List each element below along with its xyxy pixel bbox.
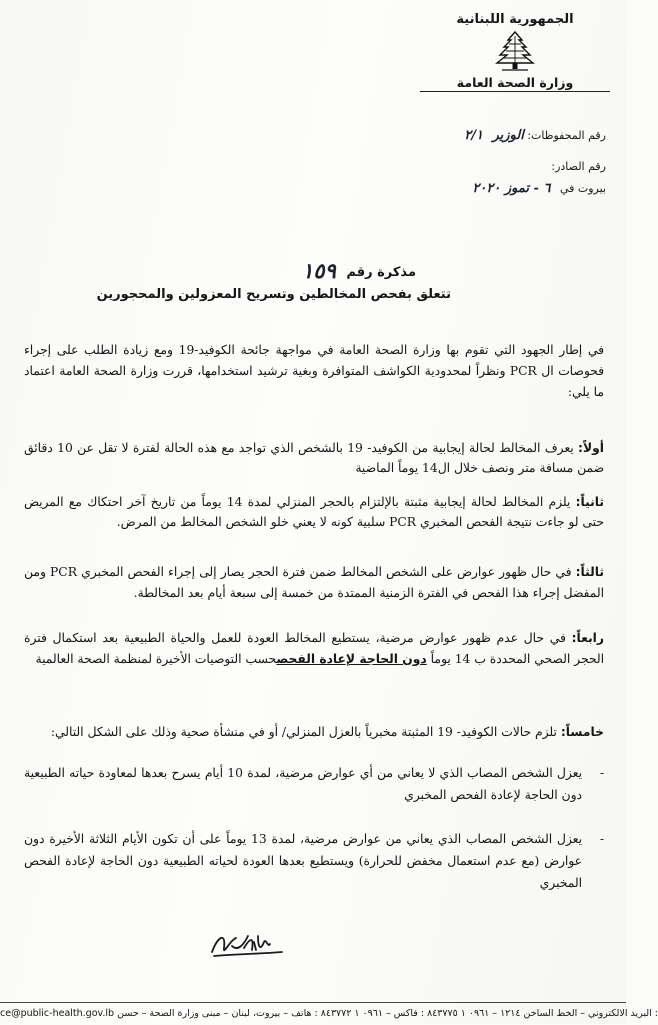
memo-number: ١٥٩: [302, 258, 336, 283]
signature-mark: [208, 926, 286, 966]
item-fifth: [24, 722, 604, 743]
item-text: تلزم حالات الكوفيد- 19 المثبتة مخبرياً بالعزل المنزلي/ أو في منشأة صحية وذلك على الشكل التالي:: [50, 725, 557, 739]
cedar-emblem-icon: [492, 30, 538, 72]
outgoing-number-row: [551, 160, 606, 173]
item-text-after: حسب التوصيات الأخيرة لمنظمة الصحة العالمية: [35, 652, 277, 666]
item-text: في حال عدم ظهور عوارض مرضية، يستطيع المخالط العودة للعمل والحياة الطبيعية بعد استكمال فترة الحجر الصحي المحددة ب 14 يوماً: [24, 631, 604, 666]
footer-contact: [0, 1002, 658, 1025]
archive-number-label: رقم المحفوظات:: [527, 129, 606, 142]
archive-number-row: [464, 128, 606, 143]
item-label: رابعاً:: [571, 631, 604, 645]
item-second: [24, 492, 604, 532]
item-third: [24, 562, 604, 604]
item-text: في حال ظهور عوارض على الشخص المخالط ضمن فترة الحجر يصار إلى إجراء الفحص المخبري PCR ومن المفضل إجراء هذا الفحص في الفترة الزمنية الممتدة من خمسة إلى سبعة أيام بعد المخالطة.: [24, 565, 604, 600]
bullet-item: [24, 762, 604, 806]
ministry-title: وزارة الصحة العامة: [420, 75, 610, 92]
ministry-header: [420, 12, 610, 92]
bullet-text: يعزل الشخص المصاب الذي لا يعاني من أي عوارض مرضية، لمدة 10 أيام يسرح بعدها لمعاودة حياته الطبيعية دون الحاجة لإعادة الفحص المخبري: [24, 766, 583, 802]
item-label: ثانياً:: [575, 495, 604, 509]
item-fourth: [24, 628, 604, 670]
item-label: خامساً:: [560, 725, 604, 739]
bullet-item: [24, 828, 604, 894]
memo-number-row: [302, 258, 416, 283]
item-first: [24, 438, 604, 478]
bullet-text: يعزل الشخص المصاب الذي يعاني من عوارض مرضية، لمدة 13 يوماً على أن تكون الأيام الثلاثة الأخيرة دون عوارض (مع عدم استعمال مخفض للحرارة) ويستطيع بعدها العودة لحياته الطبيعية دون الحاجة لإعادة الفحص المخبري: [24, 832, 582, 890]
item-emphasis: دون الحاجة لإعادة الفحص: [276, 652, 427, 666]
memo-title-label: مذكرة رقم: [346, 265, 416, 280]
outgoing-number-label: رقم الصادر:: [551, 160, 606, 173]
item-label: ثالثاً:: [575, 565, 604, 579]
archive-number-value: الوزير: [492, 128, 524, 143]
date-row: [472, 181, 606, 196]
republic-title: الجمهورية اللبنانية: [456, 12, 574, 27]
date-label: بيروت في: [559, 182, 606, 195]
footer-contact-text: : البريد الالكتروني – الخط الساخن ١٢١٤ – ٠٩٦١ ١ ٨٤٣٧٧٥ : فاكس – ٠٩٦١ ١ ٨٤٣٧٧٢ : هاتف – بيروت، لبنان – مبنى وزارة الصحة – حسن: [117, 1008, 658, 1019]
memo-subject: تتعلق بفحص المخالطين وتسريح المعزولين والمحجورين: [96, 287, 451, 302]
date-value: ٦ - تموز ٢٠٢٠: [472, 181, 551, 196]
item-text: يعرف المخالط لحالة إيجابية من الكوفيد- 19 بالشخص الذي تواجد مع هذه الحالة لفترة لا تقل عن 10 دقائق ضمن مسافة متر ونصف خلال ال14 يوماً الماضية: [24, 441, 604, 475]
footer-email[interactable]: ce@public-health.gov.lb: [0, 1008, 115, 1019]
bullet-dash: -: [599, 832, 604, 846]
bullet-dash: -: [599, 766, 604, 780]
item-text: يلزم المخالط لحالة إيجابية مثبتة بالإلتزام بالحجر المنزلي لمدة 14 يوماً من تاريخ آخر احتكاك مع المريض حتى لو جاءت نتيجة الفحص المخبري PCR سلبية كونه لا يعني خلو الشخص المخالط من المرض.: [24, 495, 604, 529]
intro-paragraph: في إطار الجهود التي تقوم بها وزارة الصحة العامة في مواجهة جائحة الكوفيد-19 ومع زيادة الطلب على إجراء فحوصات ال PCR ونظراً لمحدودية الكواشف المتوافرة وبغية ترشيد استخدامها، قررت وزارة الصحة العامة اعتماد ما يلي:: [24, 343, 604, 399]
archive-number-mark: ٢/١: [464, 128, 483, 143]
item-label: أولاً:: [578, 441, 604, 455]
